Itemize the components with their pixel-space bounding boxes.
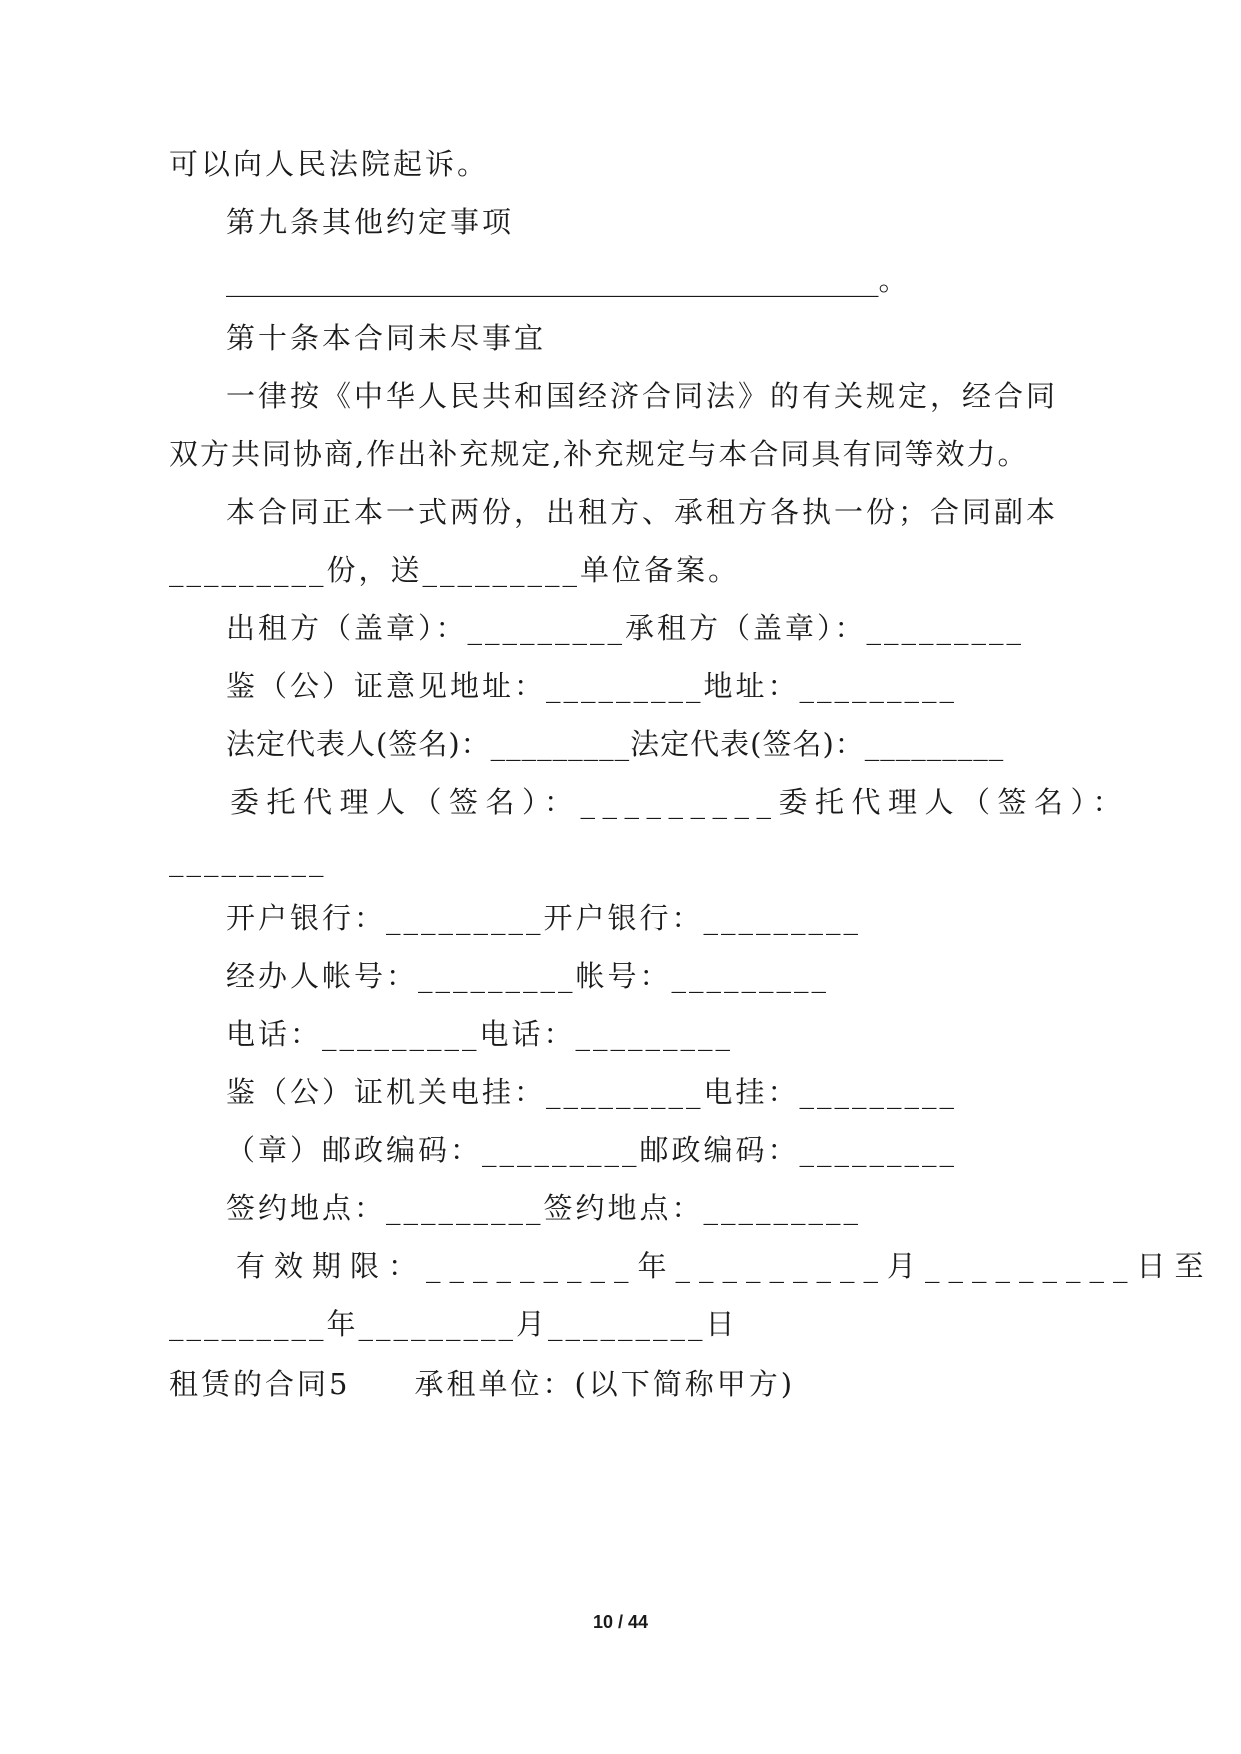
page-number: 10 / 44: [592, 1612, 649, 1632]
text-line: _________份，送_________单位备案。: [169, 553, 741, 587]
blank-field-line: _________: [169, 843, 327, 877]
validity-line: _________年_________月_________日: [169, 1307, 738, 1341]
signature-line: 委托代理人（签名）：_________委托代理人（签名）：: [230, 785, 1130, 819]
text-line: 双方共同协商,作出补充规定,补充规定与本合同具有同等效力。: [169, 437, 1029, 471]
text-line: 一律按《中华人民共和国经济合同法》的有关规定，经合同: [226, 379, 1059, 413]
validity-line: 有效期限：_________年_________月_________日至: [236, 1249, 1213, 1283]
blank-field-line: _____________________________________________。: [226, 263, 908, 297]
signature-line: 出租方（盖章）：_________承租方（盖章）：_________: [226, 611, 1025, 645]
signature-line: 签约地点：_________签约地点：_________: [226, 1191, 862, 1225]
article-heading: 第十条本合同未尽事宜: [226, 321, 547, 355]
signature-line: 电话：_________电话：_________: [226, 1017, 734, 1051]
text-line: 可以向人民法院起诉。: [169, 147, 490, 181]
signature-line: 经办人帐号：_________帐号：_________: [226, 959, 830, 993]
signature-line: 开户银行：_________开户银行：_________: [226, 901, 862, 935]
signature-line: 鉴（公）证机关电挂：_________电挂：_________: [226, 1075, 958, 1109]
signature-line: 法定代表人(签名)：_________法定代表(签名)：_________: [226, 727, 1005, 761]
signature-line: （章）邮政编码：_________邮政编码：_________: [226, 1133, 958, 1167]
section-title: 租赁的合同5 承租单位：(以下简称甲方): [169, 1367, 796, 1401]
signature-line: 鉴（公）证意见地址：_________地址：_________: [226, 669, 958, 703]
article-heading: 第九条其他约定事项: [226, 205, 515, 239]
text-line: 本合同正本一式两份，出租方、承租方各执一份；合同副本: [226, 495, 1059, 529]
